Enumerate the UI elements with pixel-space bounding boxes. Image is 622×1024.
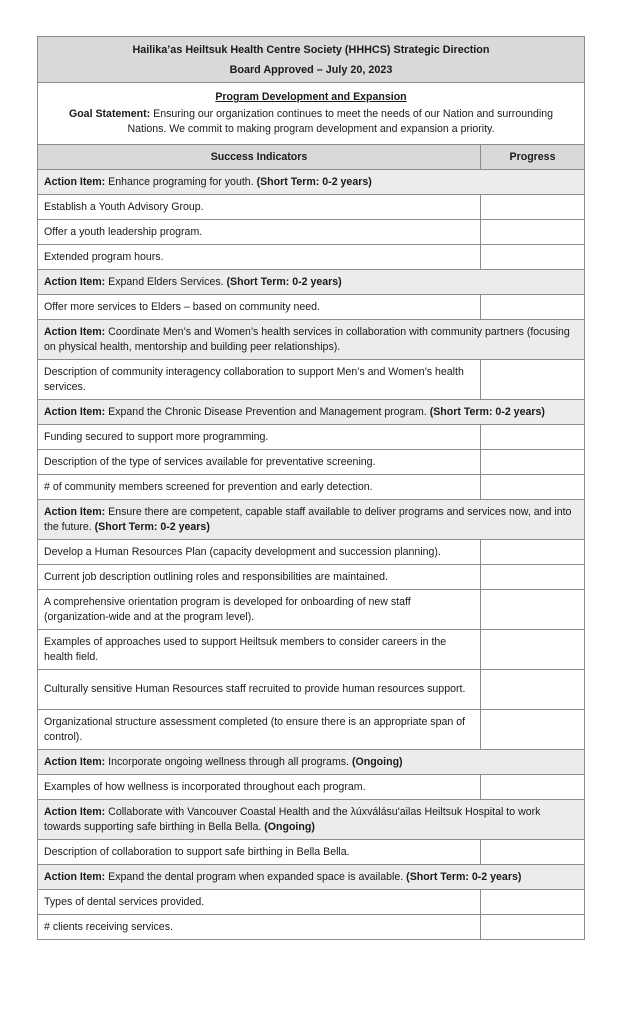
success-indicator: Establish a Youth Advisory Group. xyxy=(38,195,481,220)
indicator-row xyxy=(38,890,585,915)
action-item-term: (Short Term: 0-2 years) xyxy=(226,275,342,288)
action-item-label: Action Item: xyxy=(44,405,106,418)
success-indicator: Types of dental services provided. xyxy=(38,890,481,915)
success-indicators-header: Success Indicators xyxy=(38,145,481,170)
indicator-row xyxy=(38,565,585,590)
goal-statement-text: Ensuring our organization continues to meet the needs of our Nation and surrounding Nations. We commit to making program development and expansion a priority. xyxy=(127,108,554,135)
progress-cell xyxy=(481,360,585,400)
progress-cell xyxy=(481,590,585,630)
success-indicator: A comprehensive orientation program is developed for onboarding of new staff (organization-wide and at the program level). xyxy=(38,590,481,630)
progress-cell xyxy=(481,840,585,865)
success-indicator: Current job description outlining roles and responsibilities are maintained. xyxy=(38,565,481,590)
action-item-row xyxy=(38,170,585,195)
success-indicator: Description of community interagency collaboration to support Men’s and Women’s health services. xyxy=(38,360,481,400)
indicator-row xyxy=(38,630,585,670)
strategic-direction-document xyxy=(37,36,585,940)
goal-section xyxy=(38,83,585,145)
success-indicator: Description of collaboration to support safe birthing in Bella Bella. xyxy=(38,840,481,865)
indicator-row xyxy=(38,425,585,450)
indicator-row xyxy=(38,840,585,865)
indicator-row xyxy=(38,710,585,750)
action-item-label: Action Item: xyxy=(44,870,106,883)
success-indicator: Culturally sensitive Human Resources staff recruited to provide human resources support. xyxy=(38,670,481,710)
action-item-text: Collaborate with Vancouver Coastal Health and the λúxválásu'ailas Heiltsuk Hospital to work towards supporting safe birthing in Bella Bella. xyxy=(44,805,541,833)
progress-cell xyxy=(481,890,585,915)
action-item-row xyxy=(38,400,585,425)
progress-cell xyxy=(481,425,585,450)
success-indicator: Organizational structure assessment completed (to ensure there is an appropriate span of control). xyxy=(38,710,481,750)
progress-cell xyxy=(481,295,585,320)
action-item-text: Incorporate ongoing wellness through all programs. xyxy=(105,755,352,768)
action-item-text: Expand the Chronic Disease Prevention and Management program. xyxy=(105,405,430,418)
progress-cell xyxy=(481,915,585,940)
action-item-label: Action Item: xyxy=(44,505,106,518)
indicator-row xyxy=(38,915,585,940)
indicator-row xyxy=(38,360,585,400)
document-header xyxy=(38,37,585,83)
success-indicator: Extended program hours. xyxy=(38,245,481,270)
action-item-row xyxy=(38,320,585,360)
success-indicator: Develop a Human Resources Plan (capacity development and succession planning). xyxy=(38,540,481,565)
document-title: Hailika’as Heiltsuk Health Centre Society (HHHCS) Strategic Direction xyxy=(132,43,490,56)
indicator-row xyxy=(38,540,585,565)
progress-cell xyxy=(481,565,585,590)
success-indicator: # of community members screened for prevention and early detection. xyxy=(38,475,481,500)
progress-cell xyxy=(481,220,585,245)
action-item-text: Expand Elders Services. xyxy=(105,275,227,288)
action-item-term: (Short Term: 0-2 years) xyxy=(429,405,545,418)
action-item-term: (Short Term: 0-2 years) xyxy=(406,870,522,883)
action-item-label: Action Item: xyxy=(44,275,106,288)
action-item-label: Action Item: xyxy=(44,325,106,338)
indicator-row xyxy=(38,475,585,500)
indicator-row xyxy=(38,775,585,800)
progress-cell xyxy=(481,195,585,220)
progress-cell xyxy=(481,775,585,800)
indicator-row xyxy=(38,220,585,245)
action-item-text: Ensure there are competent, capable staff available to deliver programs and services now, and into the future. xyxy=(44,505,572,533)
action-item-label: Action Item: xyxy=(44,755,106,768)
action-item-term: (Ongoing) xyxy=(351,755,403,768)
progress-cell xyxy=(481,670,585,710)
success-indicator: Funding secured to support more programming. xyxy=(38,425,481,450)
progress-cell xyxy=(481,710,585,750)
indicator-row xyxy=(38,590,585,630)
action-item-label: Action Item: xyxy=(44,175,106,188)
indicator-row xyxy=(38,450,585,475)
action-item-row xyxy=(38,500,585,540)
action-item-row xyxy=(38,750,585,775)
progress-cell xyxy=(481,475,585,500)
success-indicator: Offer more services to Elders – based on community need. xyxy=(38,295,481,320)
success-indicator: # clients receiving services. xyxy=(38,915,481,940)
action-item-row xyxy=(38,865,585,890)
action-item-text: Coordinate Men’s and Women’s health services in collaboration with community partners (focusing on physical health, mentorship and building peer relationships). xyxy=(44,325,570,353)
action-item-row xyxy=(38,800,585,840)
strategic-direction-table xyxy=(37,36,585,940)
indicator-row xyxy=(38,195,585,220)
action-item-term: (Short Term: 0-2 years) xyxy=(94,520,210,533)
action-item-row xyxy=(38,270,585,295)
action-item-term: (Ongoing) xyxy=(264,820,315,833)
success-indicator: Examples of how wellness is incorporated throughout each program. xyxy=(38,775,481,800)
action-item-text: Enhance programing for youth. xyxy=(105,175,257,188)
success-indicator: Description of the type of services available for preventative screening. xyxy=(38,450,481,475)
progress-cell xyxy=(481,630,585,670)
action-item-text: Expand the dental program when expanded space is available. xyxy=(105,870,407,883)
column-header-row xyxy=(38,145,585,170)
progress-cell xyxy=(481,450,585,475)
progress-cell xyxy=(481,245,585,270)
goal-statement-label: Goal Statement: xyxy=(68,108,151,120)
success-indicator: Examples of approaches used to support Heiltsuk members to consider careers in the health field. xyxy=(38,630,481,670)
approval-date: Board Approved – July 20, 2023 xyxy=(229,63,393,76)
action-item-term: (Short Term: 0-2 years) xyxy=(256,175,372,188)
progress-header: Progress xyxy=(481,145,585,170)
action-item-label: Action Item: xyxy=(44,805,106,818)
indicator-row xyxy=(38,295,585,320)
indicator-row xyxy=(38,670,585,710)
success-indicator: Offer a youth leadership program. xyxy=(38,220,481,245)
indicator-row xyxy=(38,245,585,270)
section-heading: Program Development and Expansion xyxy=(215,91,407,103)
progress-cell xyxy=(481,540,585,565)
